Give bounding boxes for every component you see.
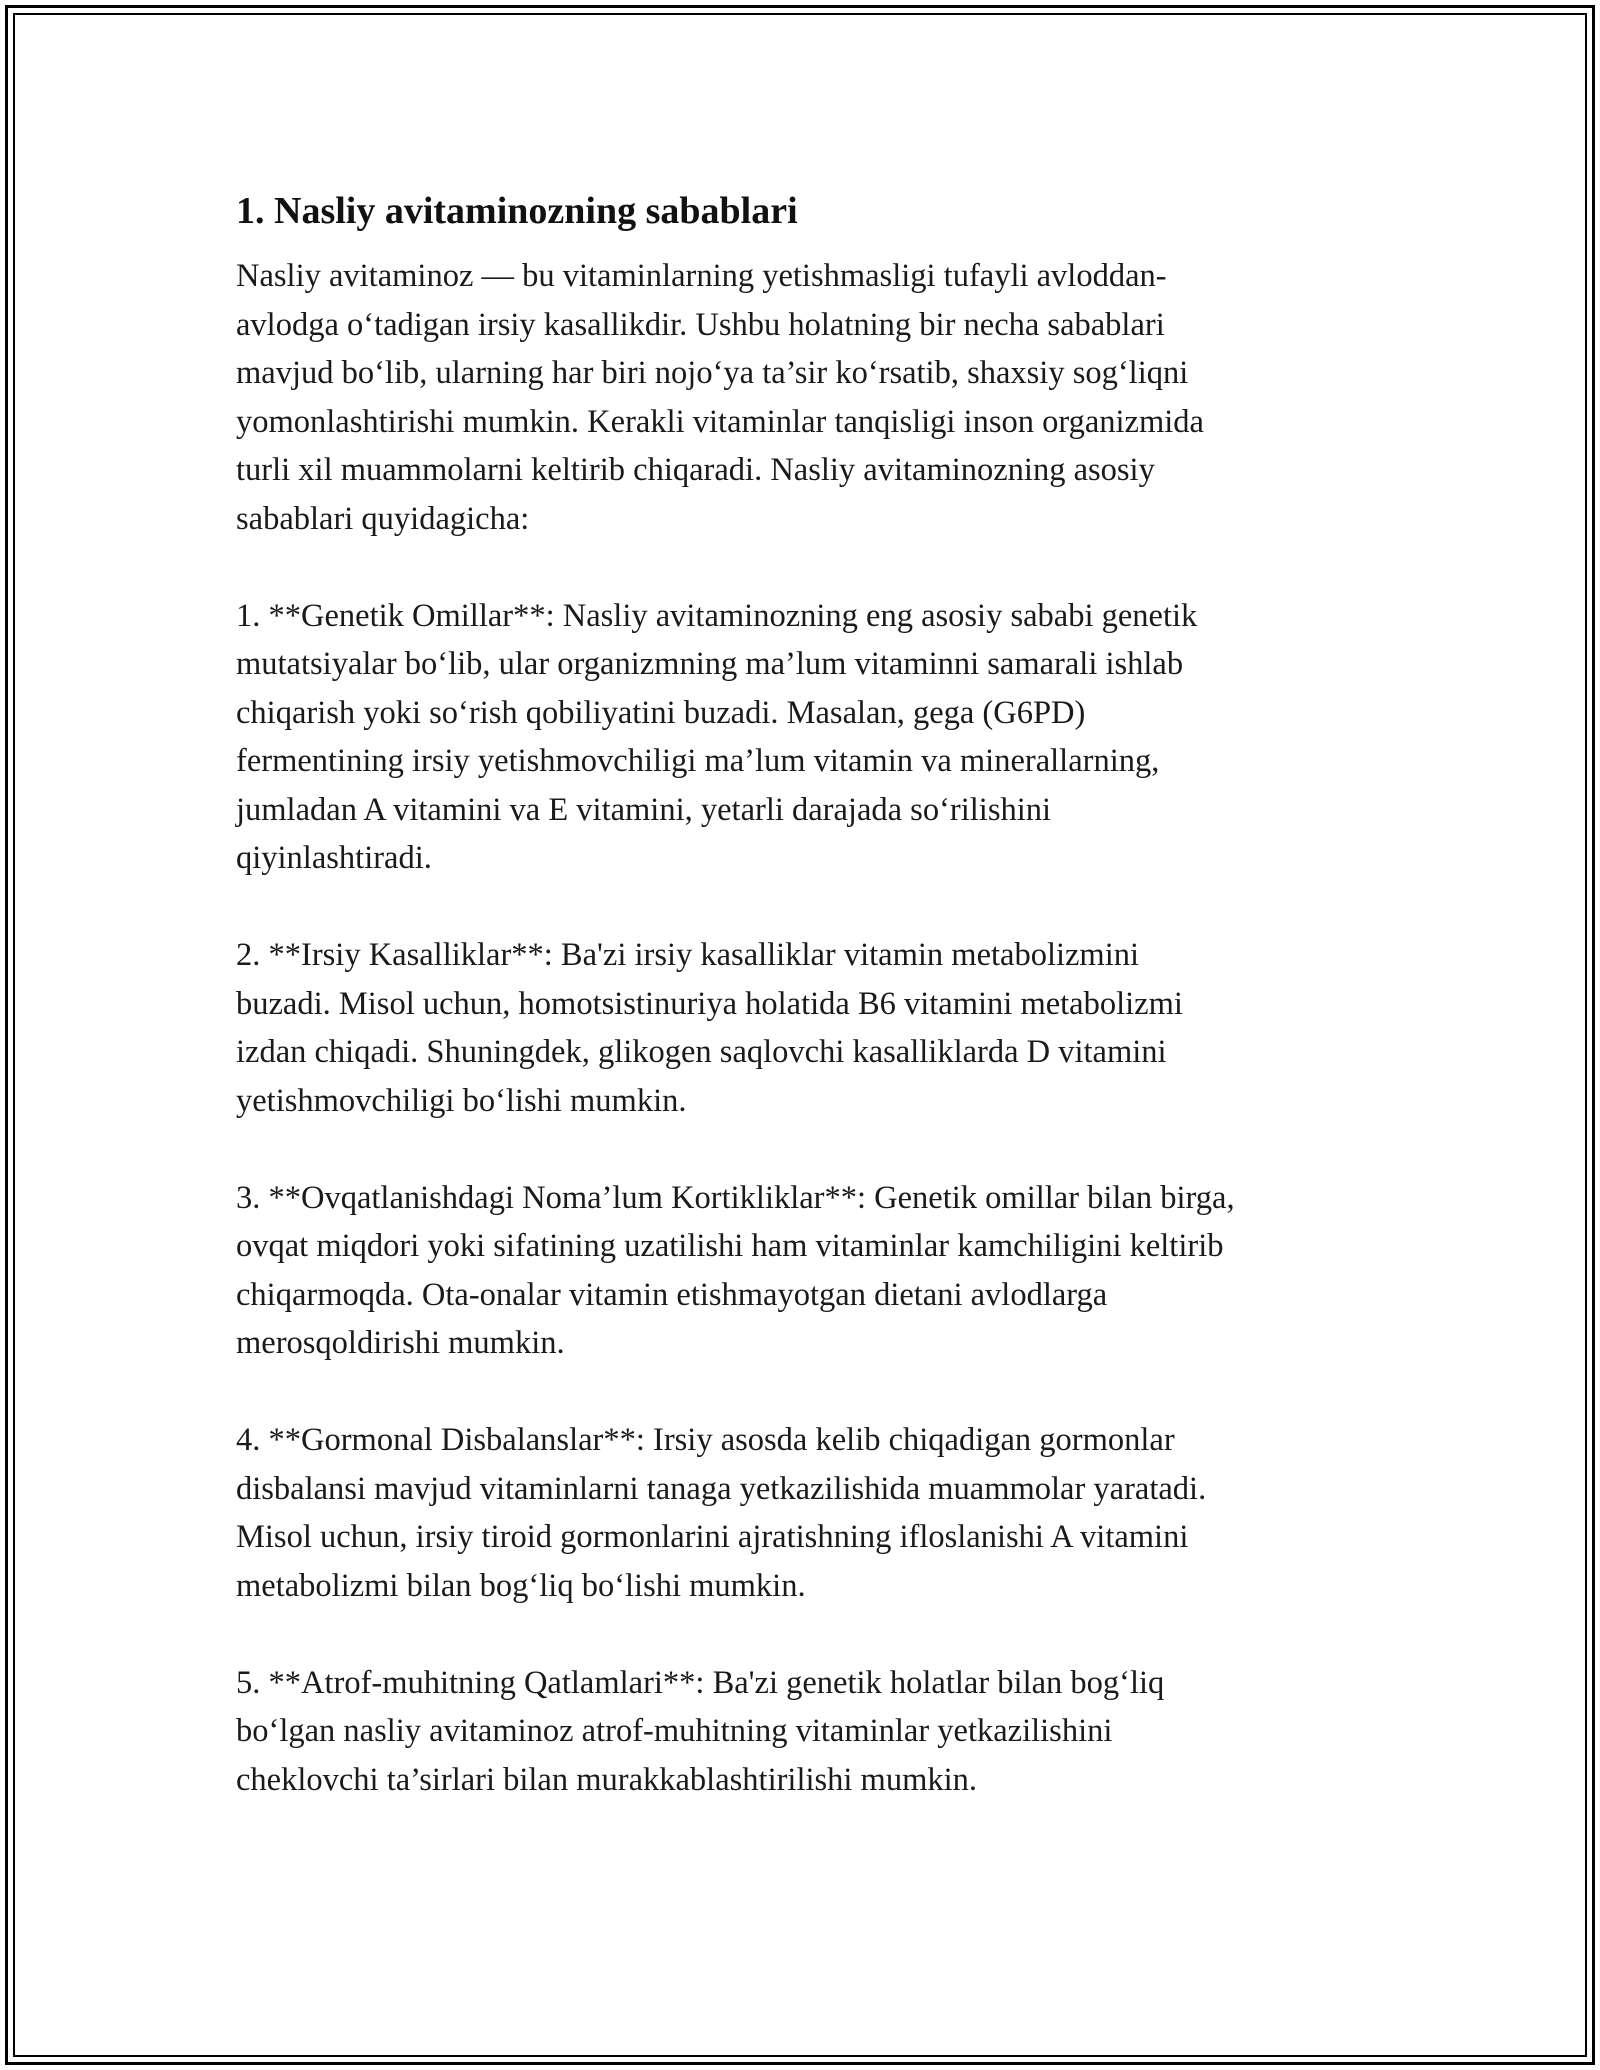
text-line: fermentining irsiy yetishmovchiligi ma’lum vitamin va minerallarning, bbox=[236, 743, 1160, 779]
text-line: 2. **Irsiy Kasalliklar**: Ba'zi irsiy kasalliklar vitamin metabolizmini bbox=[236, 937, 1140, 973]
list-item-hereditary-diseases bbox=[236, 931, 1396, 1125]
text-line: 4. **Gormonal Disbalanslar**: Irsiy asosda kelib chiqadigan gormonlar bbox=[236, 1422, 1175, 1458]
text-line: yetishmovchiligi bo‘lishi mumkin. bbox=[236, 1082, 687, 1119]
text-line: 5. **Atrof-muhitning Qatlamlari**: Ba'zi genetik holatlar bilan bog‘liq bbox=[236, 1664, 1165, 1701]
text-line: disbalansi mavjud vitaminlarni tanaga yetkazilishida muammolar yaratadi. bbox=[236, 1470, 1207, 1507]
text-line: sabablari quyidagicha: bbox=[236, 500, 530, 537]
paragraph-gap bbox=[236, 1125, 1396, 1174]
text-line: mavjud bo‘lib, ularning har biri nojo‘ya ta’sir ko‘rsatib, shaxsiy sog‘liqni bbox=[236, 355, 1189, 391]
text-line: turli xil muammolarni keltirib chiqaradi. Nasliy avitaminozning asosiy bbox=[236, 452, 1155, 488]
text-line: cheklovchi ta’sirlari bilan murakkablashtirilishi mumkin. bbox=[236, 1761, 978, 1798]
section-heading: 1. Nasliy avitaminozning sabablari bbox=[236, 190, 798, 232]
text-line: mutatsiyalar bo‘lib, ular organizmning ma’lum vitaminni samarali ishlab bbox=[236, 646, 1184, 682]
text-line: metabolizmi bilan bog‘liq bo‘lishi mumkin. bbox=[236, 1567, 806, 1604]
paragraph-gap bbox=[236, 1368, 1396, 1417]
text-line: jumladan A vitamini va E vitamini, yetarli darajada so‘rilishini bbox=[236, 791, 1052, 828]
text-line: ovqat miqdori yoki sifatining uzatilishi ham vitaminlar kamchiligini keltirib bbox=[236, 1228, 1224, 1264]
paragraph-gap bbox=[236, 883, 1396, 932]
text-line: bo‘lgan nasliy avitaminoz atrof-muhitning vitaminlar yetkazilishini bbox=[236, 1713, 1113, 1749]
text-line: qiyinlashtiradi. bbox=[236, 840, 432, 876]
list-item-genetic-factors bbox=[236, 592, 1396, 883]
paragraph-gap bbox=[236, 1610, 1396, 1659]
text-line: buzadi. Misol uchun, homotsistinuriya holatida B6 vitamini metabolizmi bbox=[236, 985, 1183, 1022]
text-line: avlodga o‘tadigan irsiy kasallikdir. Ushbu holatning bir necha sabablari bbox=[236, 306, 1165, 343]
text-line: chiqarmoqda. Ota-onalar vitamin etishmayotgan dietani avlodlarga bbox=[236, 1276, 1108, 1313]
intro-paragraph bbox=[236, 252, 1396, 543]
list-item-environment bbox=[236, 1659, 1396, 1805]
text-line: merosqoldirishi mumkin. bbox=[236, 1325, 565, 1361]
text-line: 3. **Ovqatlanishdagi Noma’lum Kortikliklar**: Genetik omillar bilan birga, bbox=[236, 1179, 1235, 1216]
text-line: 1. **Genetik Omillar**: Nasliy avitaminozning eng asosiy sababi genetik bbox=[236, 597, 1198, 634]
text-line: chiqarish yoki so‘rish qobiliyatini buzadi. Masalan, gega (G6PD) bbox=[236, 694, 1086, 731]
text-line: Misol uchun, irsiy tiroid gormonlarini ajratishning ifloslanishi A vitamini bbox=[236, 1519, 1189, 1555]
paragraph-gap bbox=[236, 543, 1396, 592]
list-item-hormonal-imbalance bbox=[236, 1416, 1396, 1610]
text-line: Nasliy avitaminoz — bu vitaminlarning yetishmasligi tufayli avloddan- bbox=[236, 258, 1167, 294]
document-body bbox=[236, 186, 1396, 1804]
text-line: izdan chiqadi. Shuningdek, glikogen saqlovchi kasalliklarda D vitamini bbox=[236, 1034, 1167, 1070]
list-item-nutrition bbox=[236, 1174, 1396, 1368]
text-line: yomonlashtirishi mumkin. Kerakli vitaminlar tanqisligi inson organizmida bbox=[236, 403, 1204, 440]
